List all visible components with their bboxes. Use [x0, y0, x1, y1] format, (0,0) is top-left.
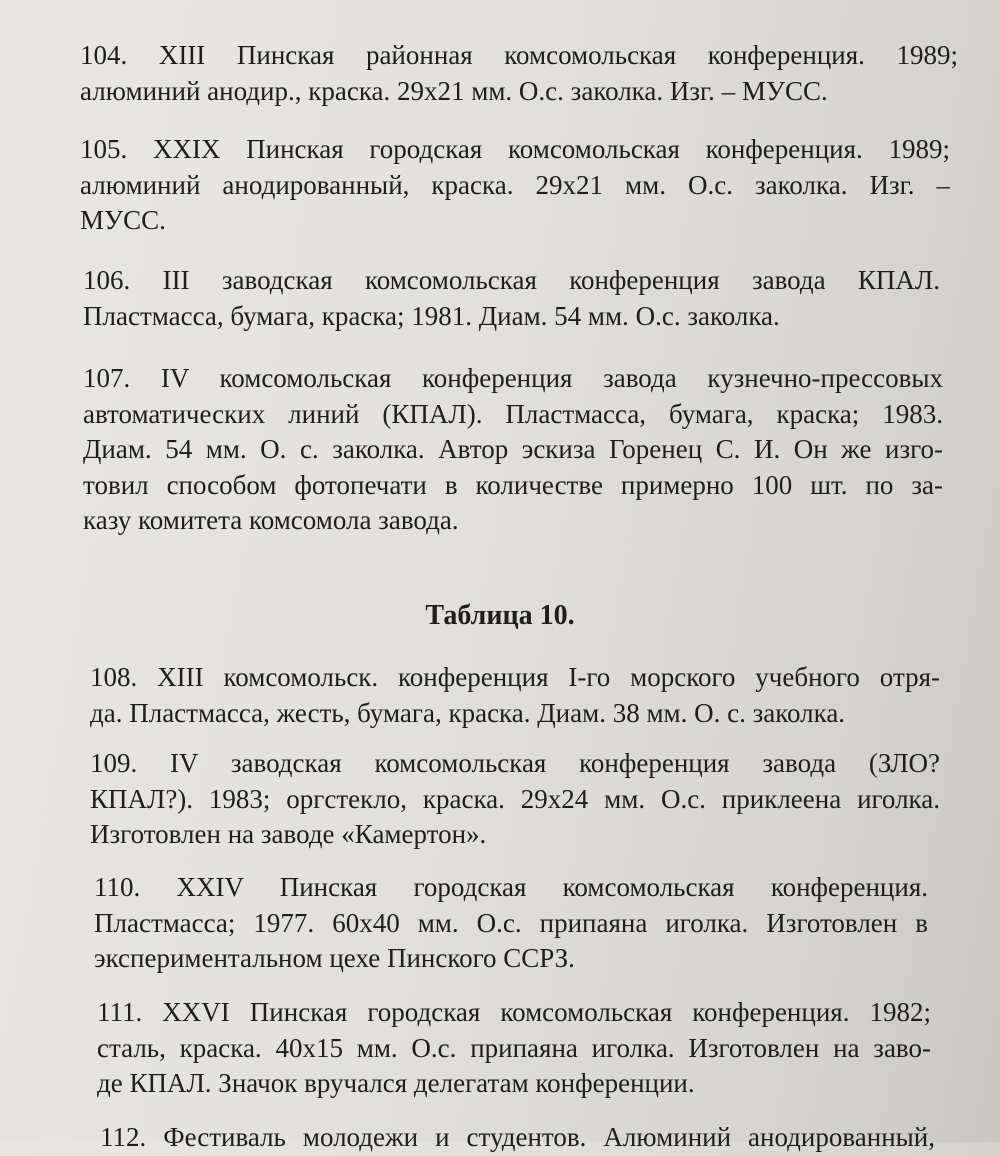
catalog-entry-106: [83, 263, 940, 334]
entry-line: 109. IV заводская комсомольская конференция завода (ЗЛО?: [90, 748, 940, 778]
catalog-entry-105: [80, 132, 950, 239]
entry-line: 106. III заводская комсомольская конференция завода КПАЛ.: [83, 265, 940, 295]
entry-line: 108. XIII комсомольск. конференция I-го морского учебного отря-: [90, 662, 940, 692]
entry-line: 110. XXIV Пинская городская комсомольская конференция.: [94, 872, 928, 902]
entry-line: да. Пластмасса, жесть, бумага, краска. Диам. 38 мм. О. с. заколка.: [90, 697, 846, 728]
entry-line: сталь, краска. 40x15 мм. О.с. припаяна иголка. Изготовлен на заво-: [97, 1032, 931, 1063]
entry-line: алюминий анодир., краска. 29x21 мм. О.с. заколка. Изг. – МУСС.: [80, 75, 828, 106]
catalog-entry-111: [97, 995, 931, 1102]
entry-line: 104. XIII Пинская районная комсомольская конференция. 1989;: [80, 40, 958, 70]
entry-line: 111. XXVI Пинская городская комсомольская конференция. 1982;: [97, 997, 931, 1027]
catalog-entry-107: [83, 361, 943, 539]
entry-line: 105. XXIX Пинская городская комсомольская конференция. 1989;: [80, 134, 950, 164]
entry-line: КПАЛ?). 1983; оргстекло, краска. 29x24 мм. О.с. приклеена иголка.: [90, 783, 940, 814]
entry-line: де КПАЛ. Значок вручался делегатам конференции.: [97, 1068, 695, 1098]
entry-line: алюминий анодированный, краска. 29x21 мм. О.с. заколка. Изг. –: [80, 169, 950, 200]
entry-line: Пластмасса; 1977. 60x40 мм. О.с. припаяна иголка. Изготовлен в: [94, 907, 928, 938]
entry-line: 107. IV комсомольская конференция завода кузнечно-прессовых: [83, 363, 943, 393]
table-heading: Таблица 10.: [425, 600, 575, 631]
entry-line: казу комитета комсомола завода.: [83, 505, 459, 535]
entry-line: экспериментальном цехе Пинского ССРЗ.: [94, 943, 575, 973]
catalog-entry-112: [100, 1120, 935, 1156]
entry-line: товил способом фотопечати в количестве примерно 100 шт. по за-: [83, 469, 943, 500]
catalog-entry-109: [90, 746, 940, 853]
entry-line: автоматических линий (КПАЛ). Пластмасса, бумага, краска; 1983.: [83, 398, 943, 429]
entry-line: Пластмасса, бумага, краска; 1981. Диам. 54 мм. О.с. заколка.: [83, 300, 780, 331]
catalog-entry-110: [94, 870, 928, 977]
catalog-entry-104: [80, 38, 958, 109]
catalog-entry-108: [90, 660, 940, 731]
entry-line: МУСС.: [80, 205, 166, 235]
entry-line: 112. Фестиваль молодежи и студентов. Алюминий анодированный,: [100, 1122, 935, 1152]
entry-line: Диам. 54 мм. О. с. заколка. Автор эскиза Горенец С. И. Он же изго-: [83, 434, 943, 464]
entry-line: Изготовлен на заводе «Камертон».: [90, 819, 487, 849]
